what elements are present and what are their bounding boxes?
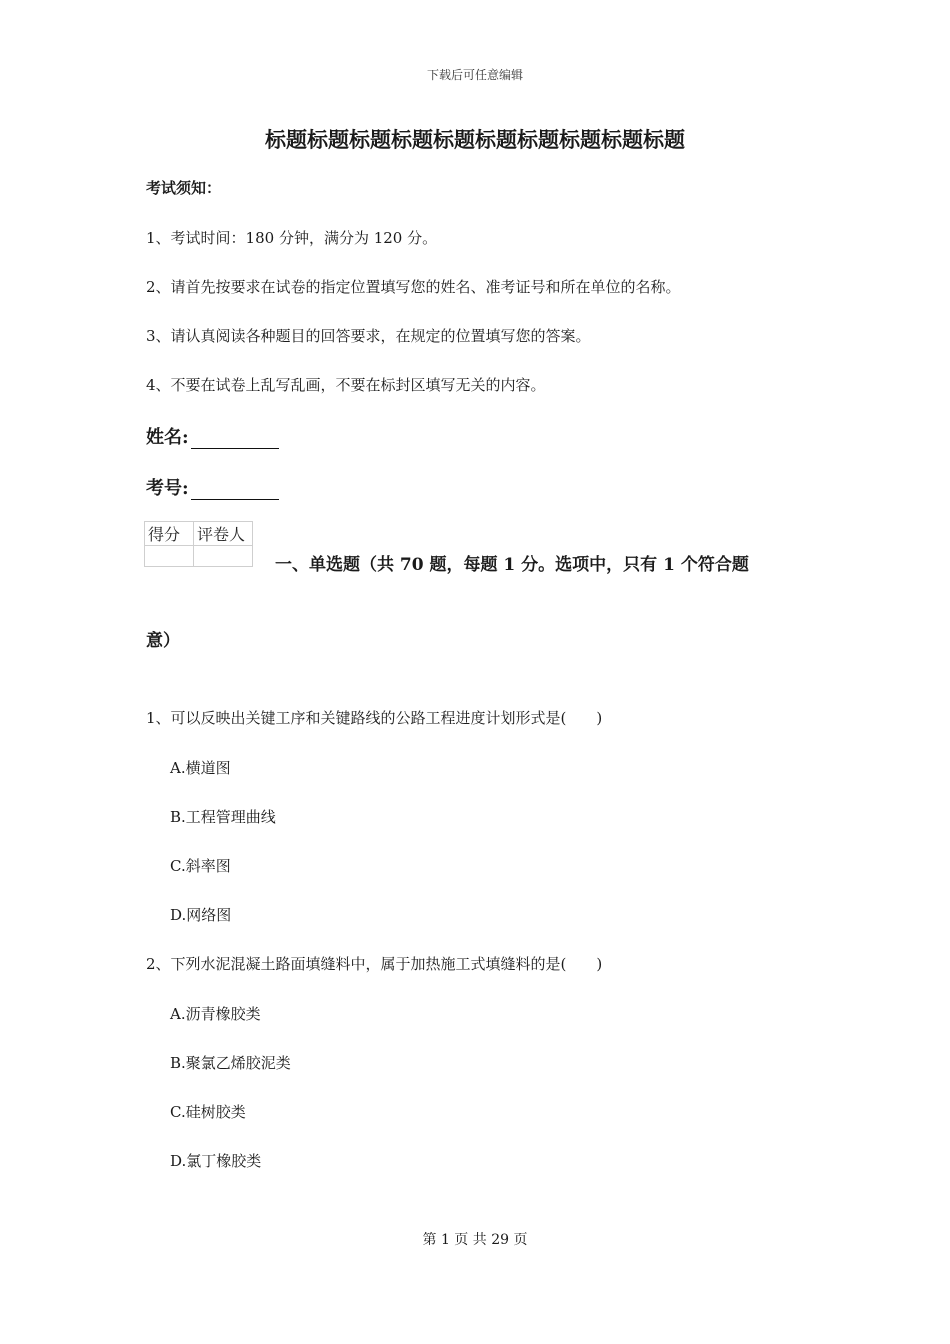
exam-id-blank-line[interactable] <box>191 481 279 500</box>
exam-id-label: 考号: <box>146 478 189 499</box>
question-option: C.硅树胶类 <box>170 1103 246 1121</box>
score-cell[interactable] <box>145 546 194 567</box>
notice-item: 1、考试时间：180 分钟，满分为 120 分。 <box>146 229 438 247</box>
question-option: A.横道图 <box>170 759 231 777</box>
page-footer: 第 1 页 共 29 页 <box>422 1232 528 1248</box>
question-text: 1、可以反映出关键工序和关键路线的公路工程进度计划形式是( ) <box>146 709 603 727</box>
question-option: B.工程管理曲线 <box>170 808 276 826</box>
question-option: A.沥青橡胶类 <box>170 1005 261 1023</box>
question-option: B.聚氯乙烯胶泥类 <box>170 1054 291 1072</box>
question-option: C.斜率图 <box>170 857 231 875</box>
section-title: 一、单选题（共 70 题，每题 1 分。选项中，只有 1 个符合题 <box>275 555 749 575</box>
name-field[interactable] <box>146 423 279 449</box>
score-table <box>144 521 253 567</box>
question-text: 2、下列水泥混凝土路面填缝料中，属于加热施工式填缝料的是( ) <box>146 955 603 973</box>
notice-item: 3、请认真阅读各种题目的回答要求，在规定的位置填写您的答案。 <box>146 327 591 345</box>
question-option: D.网络图 <box>170 906 232 924</box>
document-title: 标题标题标题标题标题标题标题标题标题标题 <box>265 127 685 152</box>
question-option: D.氯丁橡胶类 <box>170 1152 262 1170</box>
score-header: 得分 <box>145 522 194 546</box>
grader-cell[interactable] <box>194 546 253 567</box>
notice-item: 2、请首先按要求在试卷的指定位置填写您的姓名、准考证号和所在单位的名称。 <box>146 278 681 296</box>
section-title-continued: 意） <box>146 631 180 651</box>
name-label: 姓名: <box>146 427 189 448</box>
notice-item: 4、不要在试卷上乱写乱画，不要在标封区填写无关的内容。 <box>146 376 546 394</box>
header-note: 下载后可任意编辑 <box>426 68 523 82</box>
exam-id-field[interactable] <box>146 474 279 500</box>
grader-header: 评卷人 <box>194 522 253 546</box>
notice-heading: 考试须知： <box>146 179 222 197</box>
name-blank-line[interactable] <box>191 430 279 449</box>
